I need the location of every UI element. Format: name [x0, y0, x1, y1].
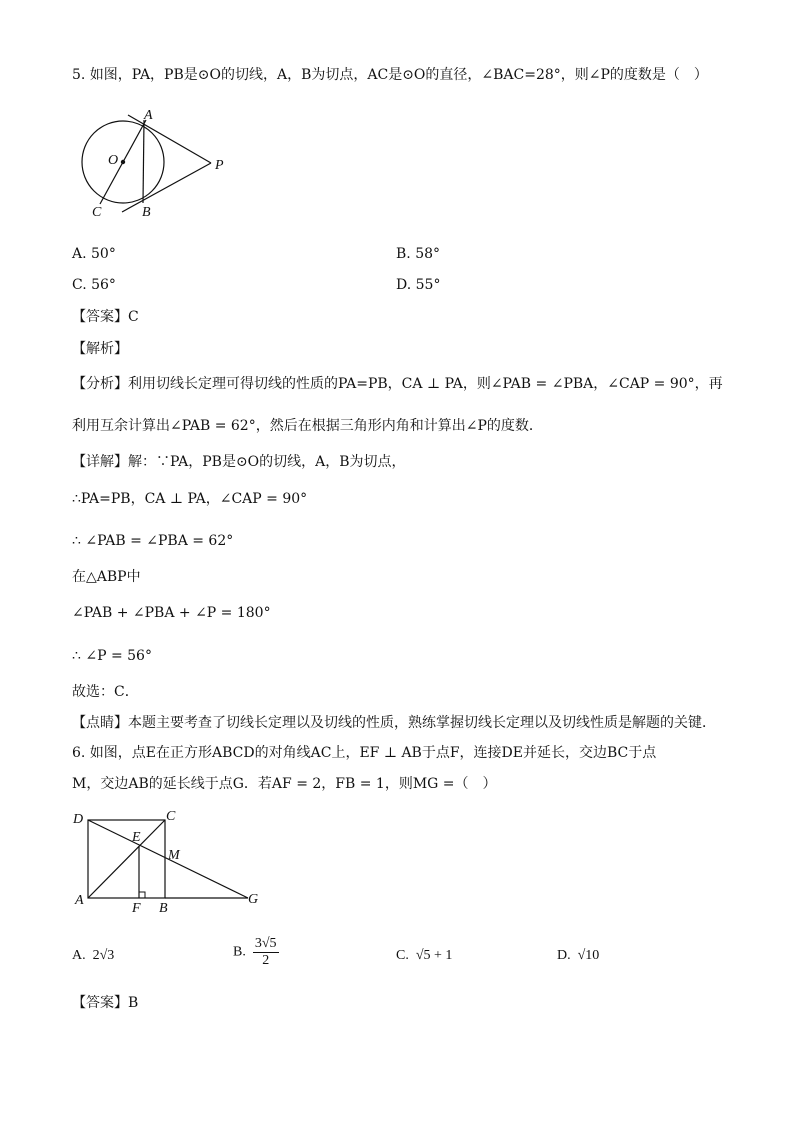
q6-option-b-numerator: 3√5: [254, 936, 277, 951]
q6-option-a-value: 2√3: [92, 948, 115, 963]
label-f: F: [132, 901, 141, 916]
q5-choose: 故选：C．: [72, 684, 139, 700]
label-o: O: [108, 153, 119, 168]
label-e: E: [132, 830, 141, 845]
q5-step4: ∠PAB + ∠PBA + ∠P = 180°: [72, 605, 271, 621]
label-g: G: [248, 892, 259, 907]
q5-step1: ∴PA=PB，CA ⊥ PA，∠CAP = 90°: [72, 491, 308, 507]
q5-fenxi-line1: 【分析】利用切线长定理可得切线的性质的PA=PB，CA ⊥ PA，则∠PAB = ∠PBA，∠CAP = 90°，再: [72, 376, 723, 392]
label-a: A: [144, 108, 153, 123]
q5-option-c: C. 56°: [72, 277, 116, 293]
q5-xiangjie: 【详解】解：∵PA，PB是⊙O的切线，A，B为切点，: [72, 454, 406, 470]
q6-stem-line1: 6. 如图，点E在正方形ABCD的对角线AC上，EF ⊥ AB于点F，连接DE并延长，交边BC于点: [72, 745, 657, 761]
right-angle-mark: [139, 892, 145, 898]
q6-option-b-letter: B.: [233, 944, 246, 960]
q6-figure: [70, 806, 270, 916]
q6-option-d-letter: D.: [557, 948, 571, 963]
label-m: M: [168, 848, 180, 863]
q5-figure: [70, 106, 240, 224]
q5-dianjing: 【点睛】本题主要考查了切线长定理以及切线的性质，熟练掌握切线长定理以及切线性质是解题的关键．: [72, 715, 716, 731]
diagonal-ac: [88, 820, 165, 898]
label-d: D: [73, 812, 84, 827]
label-b: B: [142, 205, 151, 220]
tangent-pb: [122, 163, 211, 212]
q6-option-d: [557, 947, 599, 965]
q6-option-a: [72, 947, 114, 965]
center-point: [121, 160, 125, 164]
q5-option-d: D. 55°: [396, 277, 441, 293]
label-p: P: [215, 158, 224, 173]
q5-analysis-title: 【解析】: [72, 341, 128, 357]
q5-step2: ∴ ∠PAB = ∠PBA = 62°: [72, 533, 234, 549]
q5-fenxi-line2: 利用互余计算出∠PAB = 62°，然后在根据三角形内角和计算出∠P的度数．: [72, 418, 543, 434]
q5-stem: 5. 如图，PA，PB是⊙O的切线，A，B为切点，AC是⊙O的直径，∠BAC=28°，则∠P的度数是（ ）: [72, 67, 708, 83]
label-c: C: [92, 205, 102, 220]
q5-step3: 在△ABP中: [72, 569, 141, 585]
label-b: B: [159, 901, 168, 916]
chord-ab: [143, 120, 144, 203]
q6-option-c-value: √5 + 1: [415, 948, 453, 963]
q5-answer: 【答案】C: [72, 309, 139, 325]
q6-stem-line2: M，交边AB的延长线于点G．若AF = 2，FB = 1，则MG =（ ）: [72, 776, 497, 792]
q6-answer: 【答案】B: [72, 995, 139, 1011]
q5-option-a: A. 50°: [72, 246, 116, 262]
q5-step5: ∴ ∠P = 56°: [72, 648, 152, 664]
q6-option-c: [396, 947, 452, 965]
q6-option-b-fraction: [253, 936, 279, 969]
q6-option-b-denominator: 2: [262, 953, 270, 968]
q6-option-a-letter: A.: [72, 948, 86, 963]
q6-option-b: [233, 936, 279, 969]
label-a: A: [75, 893, 84, 908]
q6-option-c-letter: C.: [396, 948, 409, 963]
label-c: C: [166, 809, 176, 824]
tangent-pa: [128, 115, 211, 163]
q5-option-b: B. 58°: [396, 246, 441, 262]
q6-option-d-value: √10: [577, 948, 600, 963]
